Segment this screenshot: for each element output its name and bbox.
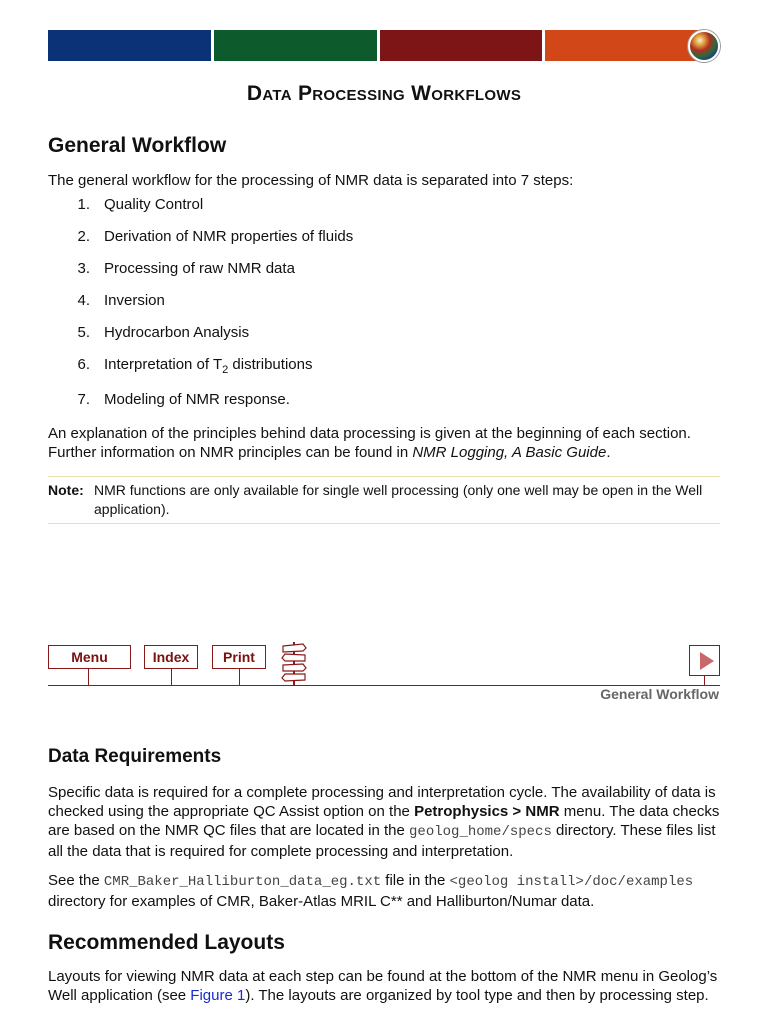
note-box: [48, 476, 720, 524]
data-requirements-heading: Data Requirements: [48, 746, 222, 767]
header-bar-orange: [545, 30, 705, 61]
signpost-icon[interactable]: [280, 640, 308, 686]
menu-button[interactable]: Menu: [48, 645, 131, 669]
section-footer-label: General Workflow: [600, 686, 719, 702]
note-label: Note:: [48, 482, 84, 498]
explanation-paragraph: An explanation of the principles behind data processing is given at the beginning of each section. Further information on NMR principles can be found in NMR Logging, A Basic Guide.: [48, 425, 691, 461]
header-bar-blue: [48, 30, 211, 61]
list-item: 1. Quality Control: [77, 196, 204, 213]
list-item: 4. Inversion: [77, 292, 165, 309]
layouts-paragraph: Layouts for viewing NMR data at each step can be found at the bottom of the NMR menu in Geolog’s Well application (see Figure 1). The layouts are organized by tool type and then by processing step.: [48, 968, 718, 1004]
general-intro: The general workflow for the processing of NMR data is separated into 7 steps:: [48, 172, 574, 189]
play-arrow-icon: [700, 652, 714, 670]
nav-tick: [171, 669, 172, 685]
print-button[interactable]: Print: [212, 645, 266, 669]
header-bar-red: [380, 30, 542, 61]
list-item: 7. Modeling of NMR response.: [77, 391, 290, 408]
recommended-layouts-heading: Recommended Layouts: [48, 931, 285, 954]
next-page-button[interactable]: [689, 645, 720, 676]
figure-1-link[interactable]: Figure 1: [190, 987, 246, 1004]
page-title: Data Processing Workflows: [246, 82, 522, 105]
list-item: 3. Processing of raw NMR data: [77, 260, 295, 277]
nav-tick: [704, 676, 705, 685]
list-item: 5. Hydrocarbon Analysis: [77, 324, 250, 341]
index-button[interactable]: Index: [144, 645, 198, 669]
examples-paragraph: See the CMR_Baker_Halliburton_data_eg.txt file in the <geolog install>/doc/examples directory for examples of CMR, Baker-Atlas MRIL C** and Halliburton/Numar data.: [48, 872, 694, 910]
nav-tick: [239, 669, 240, 685]
list-item: 6. Interpretation of $T_2$ distributions: [77, 356, 313, 376]
globe-logo-icon: [688, 30, 720, 62]
header-bar-green: [214, 30, 377, 61]
note-text: NMR functions are only available for single well processing (only one well may be open in the Well application).: [94, 482, 703, 517]
nav-tick: [88, 669, 89, 685]
list-item: 2. Derivation of NMR properties of fluids: [77, 228, 354, 245]
general-workflow-heading: General Workflow: [48, 134, 227, 157]
data-requirements-paragraph: Specific data is required for a complete processing and interpretation cycle. The availability of data is checked using the appropriate QC Assist option on the Petrophysics > NMR menu. The data checks are based on the NMR QC files that are located in the geolog_home/specs directory. These files list all the data that is required for complete processing and interpretation.: [48, 784, 720, 860]
